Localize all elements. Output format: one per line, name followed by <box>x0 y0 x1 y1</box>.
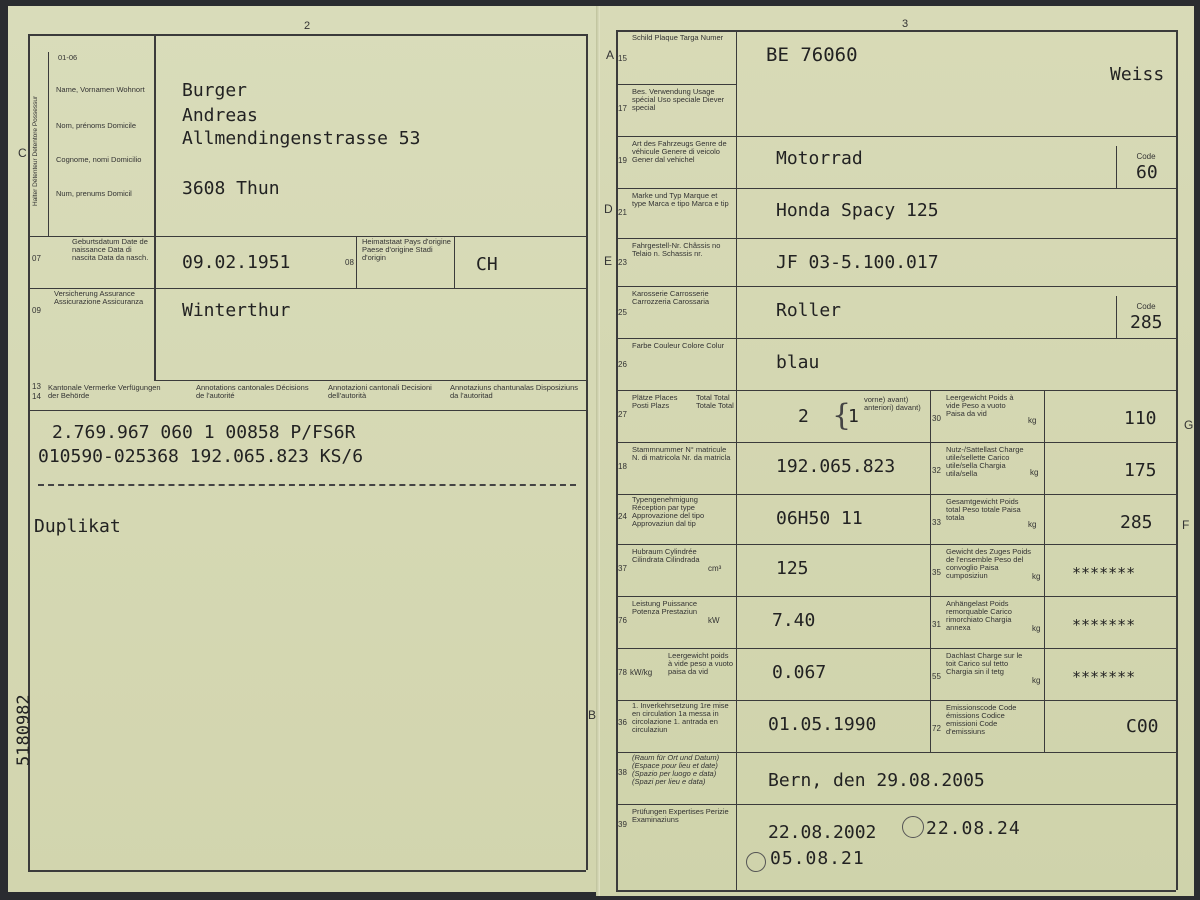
displacement-label: Hubraum Cylindrée Cilindrata Cilindrada <box>632 547 700 564</box>
master-no-label: Stammnummer N° matricule N. di matricola Nr. da matricla <box>632 445 731 462</box>
emission-value: C00 <box>1126 716 1159 737</box>
letter-a: A <box>606 48 615 62</box>
vehicle-type-code-label: Code <box>1136 152 1156 161</box>
trailer-load-unit: kg <box>1032 624 1041 633</box>
right-page <box>588 6 1194 896</box>
special-use-number: 17 <box>618 104 627 113</box>
annotations-label-fr: Annotations cantonales Décisions de l'autorité <box>196 383 309 400</box>
holder-city: 3608 Thun <box>182 178 280 199</box>
page-number-left: 2 <box>304 20 311 32</box>
empty-weight-number: 30 <box>932 414 941 423</box>
letter-b: B <box>588 708 597 722</box>
train-weight-label: Gewicht des Zuges Poids de l'ensemble Peso del convoglio Paisa cumposiziun <box>946 547 1032 580</box>
displacement-unit: cm³ <box>708 564 722 573</box>
power-ratio-unit: kW/kg <box>630 668 653 677</box>
letter-f: F <box>1182 518 1190 532</box>
power-label: Leistung Puissance Potenza Prestaziun <box>632 599 698 616</box>
roof-load-label: Dachlast Charge sur le toit Carico sul tetto Chargia sin il tetg <box>946 651 1023 676</box>
annotations-label-it: Annotazioni cantonali Decisioni dell'autorità <box>328 383 432 400</box>
label-cognome: Cognome, nomi Domicilio <box>56 155 142 164</box>
chassis-label: Fahrgestell-Nr. Châssis no Telaio n. Schassis nr. <box>632 241 721 258</box>
seats-total: 2 <box>798 406 809 427</box>
total-weight-label: Gesamtgewicht Poids total Peso totale Paisa totala <box>946 497 1021 522</box>
trailer-load-label: Anhängelast Poids remorquable Carico rimorchiato Chargia annexa <box>946 599 1012 632</box>
document-serial: 5180982 <box>14 694 34 766</box>
letter-e: E <box>604 254 613 268</box>
origin-country: CH <box>476 254 498 275</box>
train-weight-unit: kg <box>1032 572 1041 581</box>
first-registration-number: 36 <box>618 718 627 727</box>
holder-first-name: Andreas <box>182 105 258 126</box>
birth-label: Geburtsdatum Date de naissance Data di nascita Data da nasch. <box>72 237 149 262</box>
type-approval-value: 06H50 11 <box>776 508 863 529</box>
first-registration-label: 1. Inverkehrsetzung 1re mise en circulation 1a messa in circolazione 1. antrada en circulaziun <box>632 701 729 734</box>
left-page <box>8 6 600 892</box>
inspections-number: 39 <box>618 820 627 829</box>
colour-label: Farbe Couleur Colore Colur <box>632 341 725 350</box>
empty-weight-unit: kg <box>1028 416 1037 425</box>
payload-value: 175 <box>1124 460 1157 481</box>
birth-number: 07 <box>32 254 41 263</box>
seats-number: 27 <box>618 410 627 419</box>
empty-weight-label: Leergewicht Poids à vide Peso a vuoto Paisa da vid <box>946 393 1014 418</box>
side-letter-c: C <box>18 146 27 160</box>
annotations-label-de: Kantonale Vermerke Verfügungen der Behörde <box>48 383 161 400</box>
annotation-line-2: 010590-025368 192.065.823 KS/6 <box>38 446 364 467</box>
chassis-value: JF 03-5.100.017 <box>776 252 939 273</box>
body-code: 285 <box>1130 312 1163 333</box>
seats-brace: { <box>832 398 852 433</box>
annotations-num13: 13 <box>32 382 41 391</box>
body-value: Roller <box>776 300 842 321</box>
holder-surname: Burger <box>182 80 248 101</box>
plate-color: Weiss <box>1110 64 1165 85</box>
holder-side-label: Halter Détenteur Detentore Possessur <box>32 95 39 206</box>
seats-label: Plätze Places Posti Plazs <box>632 393 678 410</box>
inspection-stamp-icon-1 <box>902 816 924 838</box>
power-ratio-label: Leergewicht poids à vide peso a vuoto paisa da vid <box>668 651 734 676</box>
page-number-right: 3 <box>902 18 909 30</box>
seats-front: 1 <box>848 406 859 427</box>
inspection-stamp-3: 05.08.21 <box>770 848 865 869</box>
seats-total-label: Total Total Totale Total <box>696 393 734 410</box>
origin-label: Heimatstaat Pays d'origine Paese d'origine Stadi d'origin <box>362 237 451 262</box>
total-weight-unit: kg <box>1028 520 1037 529</box>
vehicle-type-code: 60 <box>1136 162 1158 183</box>
origin-number: 08 <box>345 258 354 267</box>
payload-unit: kg <box>1030 468 1039 477</box>
train-weight-value: ******* <box>1072 564 1136 582</box>
letter-d: D <box>604 202 613 216</box>
first-registration-value: 01.05.1990 <box>768 714 877 735</box>
make-label: Marke und Typ Marque et type Marca e tipo Marca e tip <box>632 191 729 208</box>
payload-label: Nutz-/Sattellast Charge utile/sellette Carico utile/sella Chargia utila/sella <box>946 445 1024 478</box>
master-no-value: 192.065.823 <box>776 456 896 477</box>
type-approval-label: Typengenehmigung Réception par type Approvazione del tipo Approvaziun dal tip <box>632 495 705 528</box>
label-name: Name, Vornamen Wohnort <box>56 85 145 94</box>
trailer-load-value: ******* <box>1072 616 1136 634</box>
vehicle-type-label: Art des Fahrzeugs Genre de véhicule Genere di veicolo Gener dal vehichel <box>632 139 727 164</box>
duplicate-note: Duplikat <box>34 516 121 537</box>
birth-date: 09.02.1951 <box>182 252 291 273</box>
roof-load-value: ******* <box>1072 668 1136 686</box>
inspection-stamp-icon-2 <box>746 852 766 872</box>
total-weight-number: 33 <box>932 518 941 527</box>
payload-number: 32 <box>932 466 941 475</box>
plate-number: 15 <box>618 54 627 63</box>
colour-number: 26 <box>618 360 627 369</box>
letter-g: G <box>1184 418 1194 432</box>
insurance-company: Winterthur <box>182 300 291 321</box>
place-date-value: Bern, den 29.08.2005 <box>768 770 985 791</box>
inspection-date-1: 22.08.2002 <box>768 822 877 843</box>
power-value: 7.40 <box>772 610 816 631</box>
displacement-number: 37 <box>618 564 627 573</box>
emission-label: Emissionscode Code émissions Codice emissioni Code d'emissiuns <box>946 703 1017 736</box>
power-unit: kW <box>708 616 720 625</box>
total-weight-value: 285 <box>1120 512 1153 533</box>
annotations-num14: 14 <box>32 392 41 401</box>
body-label: Karosserie Carrosserie Carrozzeria Carossaria <box>632 289 710 306</box>
holder-number-label: 01-06 <box>58 53 78 62</box>
displacement-value: 125 <box>776 558 809 579</box>
inspections-label: Prüfungen Expertises Perizie Examinaziuns <box>632 807 729 824</box>
special-use-label: Bes. Verwendung Usage spécial Uso speciale Diever special <box>632 87 725 112</box>
empty-weight-value: 110 <box>1124 408 1157 429</box>
vehicle-type-value: Motorrad <box>776 148 863 169</box>
make-value: Honda Spacy 125 <box>776 200 939 221</box>
colour-value: blau <box>776 352 820 373</box>
body-number: 25 <box>618 308 627 317</box>
emission-number: 72 <box>932 724 941 733</box>
plate-label: Schild Plaque Targa Numer <box>632 33 724 42</box>
insurance-label: Versicherung Assurance Assicurazione Assicuranza <box>54 289 144 306</box>
seats-front-label: vorne) avant) anteriori) davant) <box>864 395 921 412</box>
label-nom: Nom, prénoms Domicile <box>56 121 137 130</box>
power-number: 76 <box>618 616 627 625</box>
annotations-label-rm: Annotaziuns chantunalas Disposiziuns da l'autoritad <box>450 383 578 400</box>
type-approval-number: 24 <box>618 512 627 521</box>
trailer-load-number: 31 <box>932 620 941 629</box>
holder-street: Allmendingenstrasse 53 <box>182 128 421 149</box>
place-date-label: (Raum für Ort und Datum) (Espace pour lieu et date) (Spazio per luogo e data) (Spazi per lieu e data) <box>632 753 720 786</box>
power-ratio-value: 0.067 <box>772 662 827 683</box>
roof-load-number: 55 <box>932 672 941 681</box>
train-weight-number: 35 <box>932 568 941 577</box>
place-date-number: 38 <box>618 768 627 777</box>
make-number: 21 <box>618 208 627 217</box>
vehicle-type-number: 19 <box>618 156 627 165</box>
label-num: Num, prenums Domicil <box>56 189 132 198</box>
chassis-number: 23 <box>618 258 627 267</box>
body-code-label: Code <box>1136 302 1156 311</box>
master-no-number: 18 <box>618 462 627 471</box>
inspection-stamp-2: 22.08.24 <box>926 818 1021 839</box>
annotation-line-1: 2.769.967 060 1 00858 P/FS6R <box>52 422 356 443</box>
power-ratio-number: 78 <box>618 668 627 677</box>
roof-load-unit: kg <box>1032 676 1041 685</box>
plate-value: BE 76060 <box>766 44 858 66</box>
insurance-number: 09 <box>32 306 41 315</box>
